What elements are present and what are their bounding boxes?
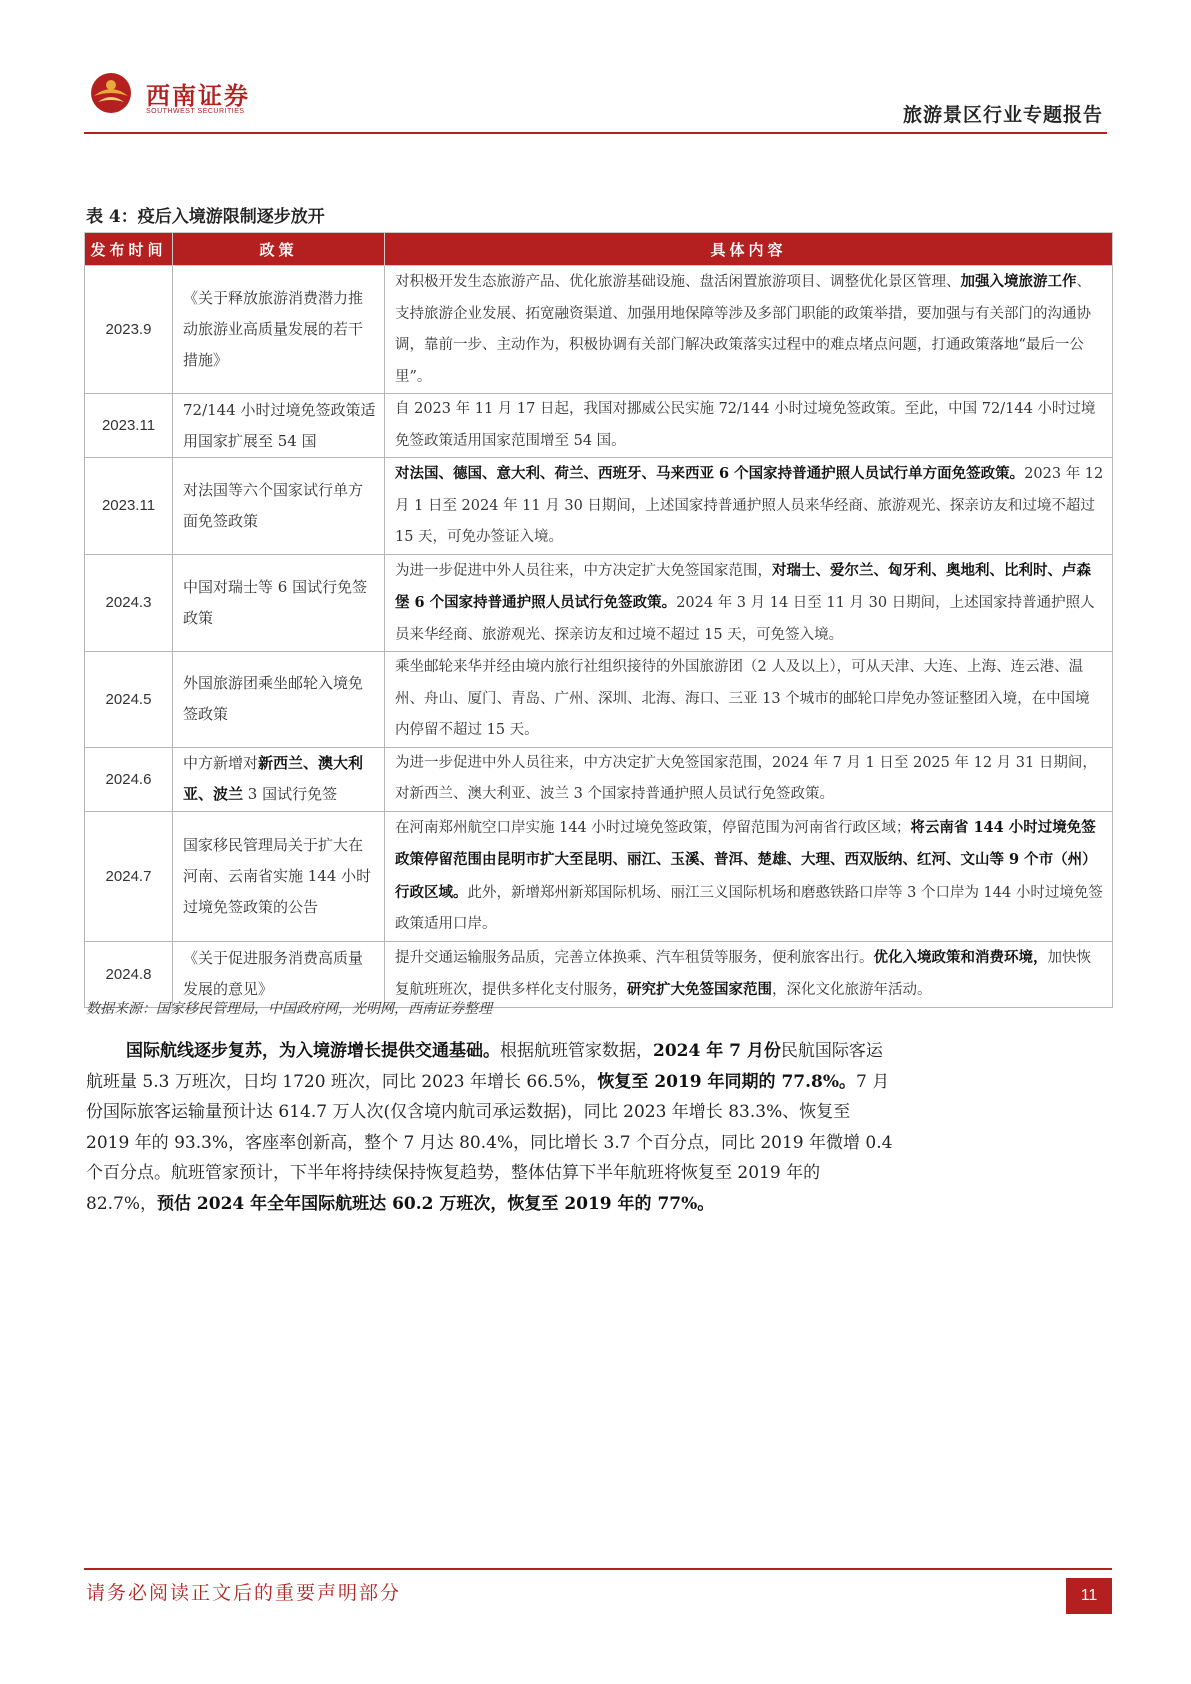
footer-divider [84,1568,1112,1570]
text-run: 加快恢复航班班次，提供多样化支付服务， [395,949,1091,998]
page-header [84,62,1107,134]
text-run: 3 国试行免签 [243,785,338,803]
table-row [85,811,1113,941]
row-detail [385,394,1113,458]
page-footer [84,1568,1112,1618]
page-number: 11 [1066,1578,1112,1614]
text-run: 自 2023 年 11 月 17 日起，我国对挪威公民实施 72/144 小时过境免签政策。至此，中国 72/144 小时过境免签政策适用国家范围增至 54 国。 [395,401,1096,449]
header-policy: 政策 [173,233,385,266]
bold-text-run: 恢复至 2019 年同期的 77.8%。 [597,1071,857,1092]
text-run: 乘坐邮轮来华并经由境内旅行社组织接待的外国旅游团（2 人及以上），可从天津、大连、上海、连云港、温州、舟山、厦门、青岛、广州、深圳、北海、海口、三亚 13 个城市的邮轮口岸免办签证整团入境，在中国境内停留不超过 15 天。 [395,659,1090,738]
row-policy [173,747,385,811]
row-date: 2024.7 [85,811,173,941]
brand-name: 西南证券 [146,81,250,110]
row-date: 2024.5 [85,652,173,748]
bold-text-run: 优化入境政策和消费环境， [873,948,1048,966]
bold-text-run: 国际航线逐步复苏，为入境游增长提供交通基础。 [126,1041,500,1061]
row-policy: 72/144 小时过境免签政策适用国家扩展至 54 国 [173,394,385,458]
text-run: 2024 年 3 月 14 日至 11 月 30 日期间，上述国家持普通护照人员来华经商、旅游观光、探亲访友和过境不超过 15 天，可免签入境。 [395,595,1095,643]
text-run: 为进一步促进中外人员往来，中方决定扩大免签国家范围，2024 年 7 月 1 日至 2025 年 12 月 31 日期间，对新西兰、澳大利亚、波兰 3 个国家持普通护照人员试行免签政策。 [395,754,1097,802]
bold-text-run: 预估 2024 年全年国际航班达 60.2 万班次，恢复至 2019 年的 77%。 [157,1193,715,1214]
row-policy: 《关于促进服务消费高质量发展的意见》 [173,941,385,1007]
data-source-note: 数据来源：国家移民管理局，中国政府网，光明网，西南证券整理 [86,1001,492,1017]
bold-text-run: 加强入境旅游工作 [960,273,1077,290]
table-row [85,554,1113,652]
bold-text-run: 将云南省 144 小时过境免签政策停留范围由昆明市扩大至昆明、丽江、玉溪、普洱、楚雄、大理、西双版纳、红河、文山等 9 个市（州）行政区域。 [395,818,1097,901]
policy-table [84,232,1113,1008]
text-run: 对积极开发生态旅游产品、优化旅游基础设施、盘活闲置旅游项目、调整优化景区管理、 [395,274,961,290]
row-detail [385,458,1113,555]
row-detail [385,811,1113,941]
bold-text-run: 新西兰、澳大利亚、波兰 [183,754,364,803]
row-policy: 国家移民管理局关于扩大在河南、云南省实施 144 小时过境免签政策的公告 [173,811,385,941]
table-row [85,747,1113,811]
row-date: 2024.6 [85,747,173,811]
text-run: 2023 年 12 月 1 日至 2024 年 11 月 30 日期间，上述国家持普通护照人员来华经商、旅游观光、探亲访友和过境不超过 15 天，可免办签证入境。 [395,466,1104,545]
row-date: 2024.8 [85,941,173,1007]
table-row [85,266,1113,394]
row-policy: 外国旅游团乘坐邮轮入境免签政策 [173,652,385,748]
table-caption: 表 4：疫后入境游限制逐步放开 [86,207,325,227]
row-detail [385,652,1113,748]
text-run: 中方新增对 [183,754,259,772]
bold-text-run: 研究扩大免签国家范围 [627,981,772,998]
text-run: 民航国际客运航班量 5.3 万班次，日均 1720 班次，同比 2023 年增长 66.5%， [86,1041,883,1092]
row-detail [385,941,1113,1007]
row-policy: 中国对瑞士等 6 国试行免签政策 [173,554,385,652]
row-detail [385,266,1113,394]
row-date: 2023.9 [85,266,173,394]
bold-text-run: 2024 年 7 月份 [653,1041,781,1061]
row-detail [385,554,1113,652]
table-header-row [85,233,1113,266]
text-run: 提升交通运输服务品质，完善立体换乘、汽车租赁等服务，便利旅客出行。 [395,949,874,966]
table-row [85,458,1113,555]
row-detail [385,747,1113,811]
body-paragraph [86,1036,896,1219]
text-run: 此外，新增郑州新郑国际机场、丽江三义国际机场和磨憨铁路口岸等 3 个口岸为 144 小时过境免签政策适用口岸。 [395,884,1103,932]
report-title: 旅游景区行业专题报告 [902,104,1103,126]
bold-text-run: 对瑞士、爱尔兰、匈牙利、奥地利、比利时、卢森堡 6 个国家持普通护照人员试行免签政策。 [395,561,1091,611]
text-run: 根据航班管家数据， [500,1041,653,1061]
row-policy: 对法国等六个国家试行单方面免签政策 [173,458,385,555]
table-row [85,652,1113,748]
text-run: 在河南郑州航空口岸实施 144 小时过境免签政策，停留范围为河南省行政区域； [395,819,911,836]
footer-disclaimer: 请务必阅读正文后的重要声明部分 [86,1582,402,1604]
header-date: 发布时间 [85,233,173,266]
row-date: 2023.11 [85,394,173,458]
table-row [85,394,1113,458]
text-run: 7 月份国际旅客运输量预计达 614.7 万人次(仅含境内航司承运数据)，同比 2023 年增长 83.3%、恢复至 2019 年的 93.3%，客座率创新高，整个 7 月达 80.4%，同比增长 3.7 个百分点，同比 2019 年微增 0.4 个百分点。航班管家预计，下半年将持续保持恢复趋势，整体估算下半年航班将恢复至 2019 年的 82.7%， [86,1071,893,1214]
row-date: 2023.11 [85,458,173,555]
header-divider [84,132,1107,134]
row-date: 2024.3 [85,554,173,652]
text-run: 、支持旅游企业发展、拓宽融资渠道、加强用地保障等涉及多部门职能的政策举措，要加强与有关部门的沟通协调，靠前一步、主动作为，积极协调有关部门解决政策落实过程中的难点堵点问题，打通政策落地“最后一公里”。 [395,274,1091,385]
brand-name-en: SOUTHWEST SECURITIES [146,108,245,115]
header-detail: 具体内容 [385,233,1113,266]
southwest-securities-logo-icon [90,72,132,114]
row-policy: 《关于释放旅游消费潜力推动旅游业高质量发展的若干措施》 [173,266,385,394]
bold-text-run: 对法国、德国、意大利、荷兰、西班牙、马来西亚 6 个国家持普通护照人员试行单方面免签政策。 [395,465,1025,482]
text-run: 为进一步促进中外人员往来，中方决定扩大免签国家范围， [395,562,772,579]
text-run: ，深化文化旅游年活动。 [772,982,932,998]
